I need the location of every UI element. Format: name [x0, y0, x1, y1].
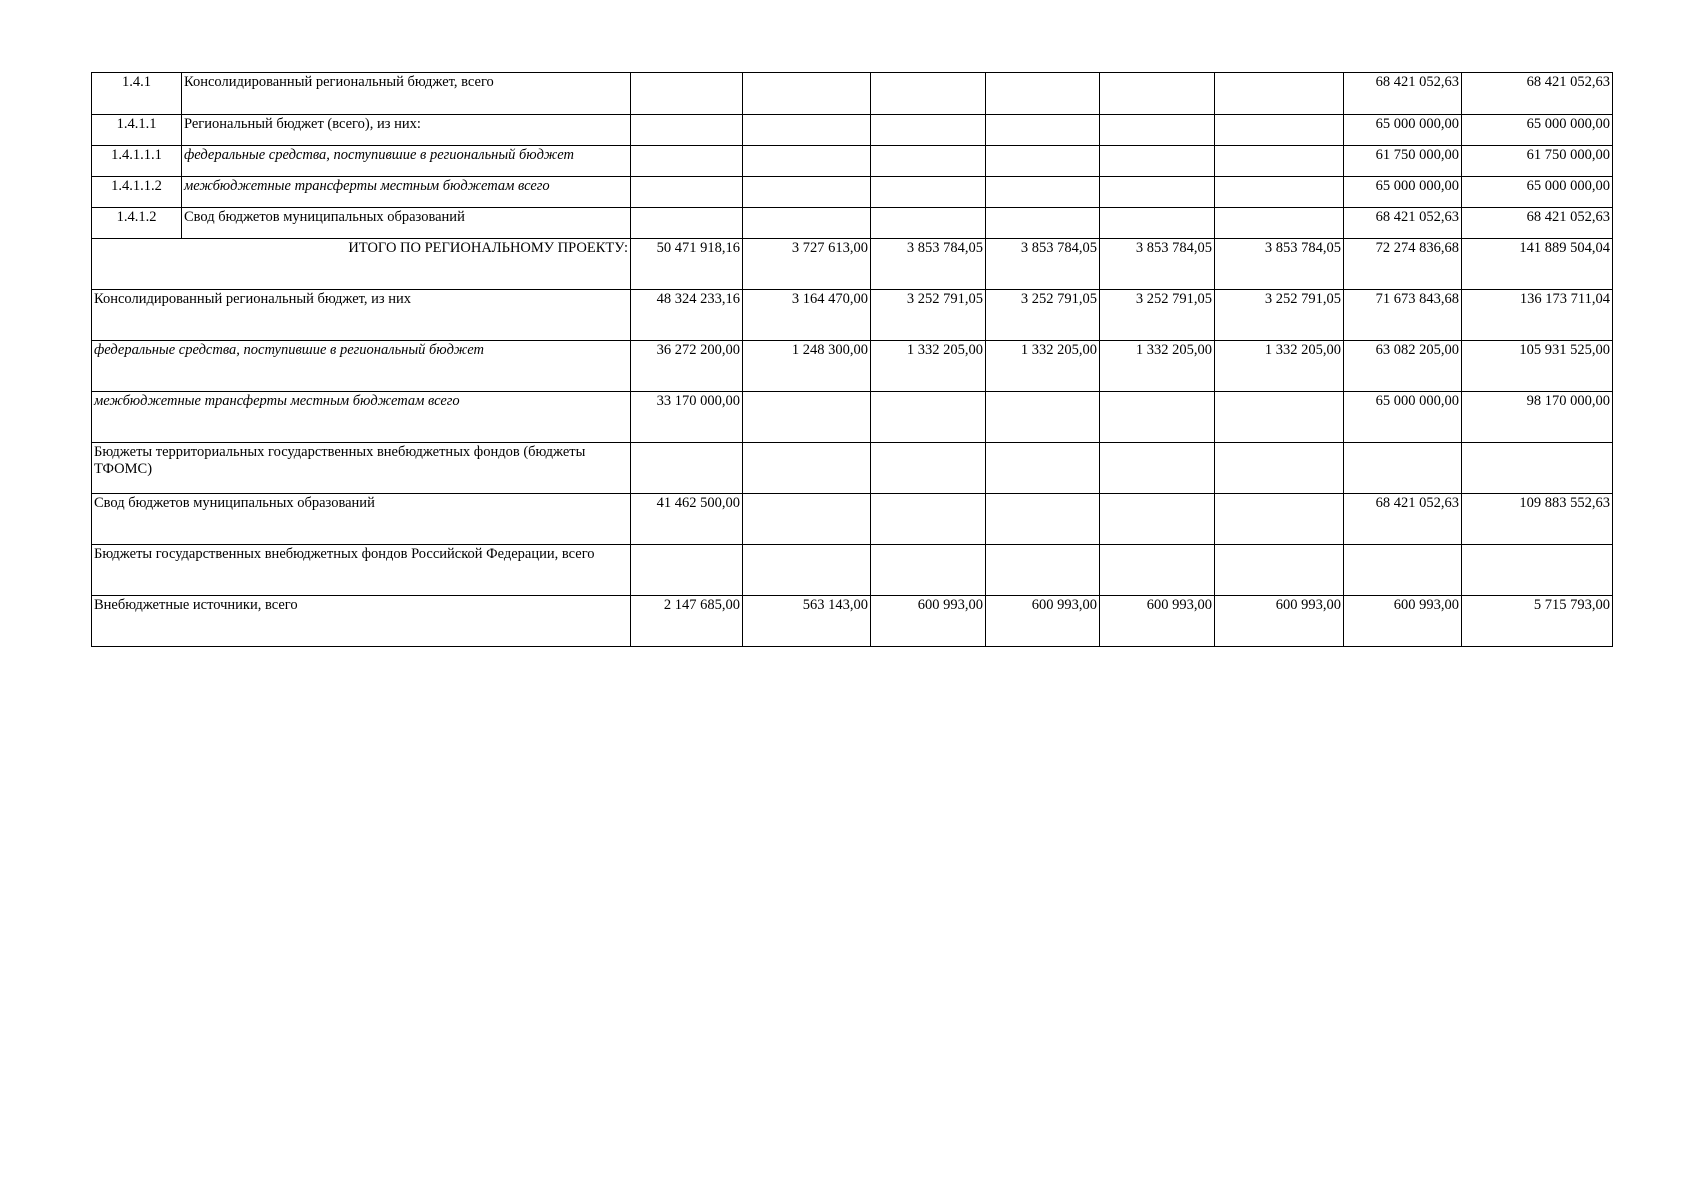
value-cell — [871, 494, 986, 545]
value-cell-text: 1 332 205,00 — [1264, 342, 1341, 358]
value-cell — [1215, 596, 1344, 647]
row-name-text: Бюджеты государственных внебюджетных фондов Российской Федерации, всего — [94, 546, 595, 562]
budget-table-body — [92, 73, 1613, 647]
row-name — [92, 443, 631, 494]
table-row — [92, 443, 1613, 494]
value-cell — [1215, 115, 1344, 146]
total-value-cell — [1100, 239, 1215, 290]
value-cell — [986, 494, 1100, 545]
value-cell — [1344, 596, 1462, 647]
value-cell-text: 600 993,00 — [1393, 597, 1459, 613]
value-cell — [871, 115, 986, 146]
value-cell — [743, 73, 871, 115]
row-code — [92, 208, 182, 239]
row-name — [182, 115, 631, 146]
value-cell-text: 3 252 791,05 — [1264, 291, 1341, 307]
total-value-cell — [1215, 239, 1344, 290]
value-cell — [1344, 146, 1462, 177]
value-cell-text: 563 143,00 — [802, 597, 868, 613]
value-cell — [1100, 596, 1215, 647]
row-name — [92, 290, 631, 341]
value-cell — [631, 596, 743, 647]
value-cell — [986, 208, 1100, 239]
value-cell — [1100, 146, 1215, 177]
total-value-cell-text: 3 853 784,05 — [1135, 240, 1212, 256]
row-name — [92, 392, 631, 443]
row-code-text: 1.4.1.2 — [116, 209, 157, 225]
table-row — [92, 290, 1613, 341]
value-cell-text: 1 332 205,00 — [1020, 342, 1097, 358]
total-label-text: ИТОГО ПО РЕГИОНАЛЬНОМУ ПРОЕКТУ: — [348, 240, 628, 256]
value-cell-text: 105 931 525,00 — [1519, 342, 1610, 358]
value-cell — [1344, 115, 1462, 146]
value-cell — [1344, 290, 1462, 341]
value-cell — [1462, 545, 1613, 596]
value-cell — [743, 208, 871, 239]
table-row — [92, 596, 1613, 647]
value-cell — [871, 392, 986, 443]
value-cell — [1462, 443, 1613, 494]
budget-table — [91, 72, 1613, 647]
value-cell-text: 68 421 052,63 — [1526, 74, 1610, 90]
value-cell — [871, 443, 986, 494]
row-name-text: межбюджетные трансферты местным бюджетам всего — [94, 393, 460, 409]
value-cell-text: 109 883 552,63 — [1519, 495, 1610, 511]
value-cell — [1100, 73, 1215, 115]
value-cell — [1344, 177, 1462, 208]
total-value-cell-text: 3 853 784,05 — [906, 240, 983, 256]
value-cell — [1344, 341, 1462, 392]
value-cell — [743, 596, 871, 647]
value-cell — [1100, 545, 1215, 596]
value-cell — [743, 146, 871, 177]
row-name — [182, 146, 631, 177]
value-cell — [743, 115, 871, 146]
value-cell — [1462, 177, 1613, 208]
value-cell — [986, 596, 1100, 647]
value-cell-text: 5 715 793,00 — [1533, 597, 1610, 613]
value-cell — [631, 443, 743, 494]
row-name — [92, 494, 631, 545]
value-cell — [986, 290, 1100, 341]
value-cell — [871, 73, 986, 115]
value-cell — [1344, 208, 1462, 239]
row-name — [182, 73, 631, 115]
row-name — [92, 596, 631, 647]
value-cell-text: 36 272 200,00 — [656, 342, 740, 358]
value-cell — [1100, 290, 1215, 341]
row-code — [92, 177, 182, 208]
value-cell — [743, 341, 871, 392]
total-value-cell — [631, 239, 743, 290]
total-value-cell — [1344, 239, 1462, 290]
value-cell — [986, 443, 1100, 494]
row-name-text: федеральные средства, поступившие в региональный бюджет — [94, 342, 484, 358]
value-cell — [1215, 545, 1344, 596]
value-cell — [1100, 494, 1215, 545]
row-name-text: Консолидированный региональный бюджет, всего — [184, 74, 494, 90]
row-name — [182, 208, 631, 239]
value-cell-text: 1 248 300,00 — [791, 342, 868, 358]
value-cell — [1215, 290, 1344, 341]
row-name-text: Консолидированный региональный бюджет, из них — [94, 291, 412, 307]
value-cell — [871, 146, 986, 177]
value-cell — [986, 146, 1100, 177]
total-value-cell-text: 50 471 918,16 — [656, 240, 740, 256]
value-cell — [986, 545, 1100, 596]
row-name-text: Внебюджетные источники, всего — [94, 597, 298, 613]
value-cell-text: 1 332 205,00 — [1135, 342, 1212, 358]
value-cell — [871, 341, 986, 392]
row-code-text: 1.4.1.1.1 — [111, 147, 162, 163]
value-cell — [631, 177, 743, 208]
total-value-cell — [986, 239, 1100, 290]
table-row — [92, 73, 1613, 115]
value-cell — [1215, 146, 1344, 177]
value-cell — [1215, 341, 1344, 392]
value-cell-text: 68 421 052,63 — [1526, 209, 1610, 225]
value-cell-text: 600 993,00 — [917, 597, 983, 613]
value-cell — [1215, 392, 1344, 443]
value-cell — [871, 545, 986, 596]
row-code-text: 1.4.1 — [122, 74, 151, 90]
value-cell-text: 65 000 000,00 — [1526, 116, 1610, 132]
value-cell — [1100, 115, 1215, 146]
value-cell — [1344, 443, 1462, 494]
table-row — [92, 341, 1613, 392]
value-cell-text: 48 324 233,16 — [656, 291, 740, 307]
value-cell — [1462, 208, 1613, 239]
row-name-text: межбюджетные трансферты местным бюджетам всего — [184, 178, 550, 194]
value-cell-text: 68 421 052,63 — [1375, 495, 1459, 511]
row-name-text: Свод бюджетов муниципальных образований — [94, 495, 375, 511]
value-cell — [1100, 177, 1215, 208]
value-cell — [631, 494, 743, 545]
value-cell-text: 65 000 000,00 — [1526, 178, 1610, 194]
value-cell-text: 33 170 000,00 — [656, 393, 740, 409]
value-cell — [631, 208, 743, 239]
value-cell-text: 1 332 205,00 — [906, 342, 983, 358]
table-row — [92, 545, 1613, 596]
row-name — [182, 177, 631, 208]
row-name — [92, 341, 631, 392]
row-name — [92, 545, 631, 596]
value-cell — [1462, 341, 1613, 392]
value-cell — [1100, 443, 1215, 494]
value-cell — [1100, 341, 1215, 392]
table-row — [92, 392, 1613, 443]
value-cell-text: 136 173 711,04 — [1519, 291, 1610, 307]
value-cell — [743, 494, 871, 545]
value-cell-text: 63 082 205,00 — [1375, 342, 1459, 358]
value-cell — [986, 341, 1100, 392]
value-cell — [743, 290, 871, 341]
value-cell — [631, 545, 743, 596]
value-cell — [631, 73, 743, 115]
total-value-cell-text: 3 853 784,05 — [1020, 240, 1097, 256]
row-code-text: 1.4.1.1 — [116, 116, 157, 132]
value-cell — [631, 115, 743, 146]
value-cell — [1462, 73, 1613, 115]
row-code-text: 1.4.1.1.2 — [111, 178, 162, 194]
total-value-cell — [1462, 239, 1613, 290]
table-row — [92, 146, 1613, 177]
value-cell — [1462, 392, 1613, 443]
value-cell-text: 65 000 000,00 — [1375, 393, 1459, 409]
value-cell-text: 3 252 791,05 — [906, 291, 983, 307]
total-row — [92, 239, 1613, 290]
value-cell — [986, 73, 1100, 115]
value-cell-text: 3 164 470,00 — [791, 291, 868, 307]
total-value-cell-text: 3 727 613,00 — [791, 240, 868, 256]
total-label — [92, 239, 631, 290]
value-cell — [1344, 73, 1462, 115]
value-cell — [1215, 494, 1344, 545]
value-cell — [743, 392, 871, 443]
value-cell — [986, 392, 1100, 443]
total-value-cell — [743, 239, 871, 290]
value-cell-text: 600 993,00 — [1275, 597, 1341, 613]
value-cell — [871, 290, 986, 341]
value-cell-text: 3 252 791,05 — [1135, 291, 1212, 307]
value-cell — [986, 115, 1100, 146]
value-cell-text: 71 673 843,68 — [1375, 291, 1459, 307]
value-cell-text: 61 750 000,00 — [1375, 147, 1459, 163]
value-cell — [871, 208, 986, 239]
row-code — [92, 146, 182, 177]
value-cell — [986, 177, 1100, 208]
table-row — [92, 115, 1613, 146]
total-value-cell-text: 141 889 504,04 — [1519, 240, 1610, 256]
table-row — [92, 494, 1613, 545]
value-cell — [1462, 146, 1613, 177]
value-cell — [1344, 494, 1462, 545]
value-cell — [871, 596, 986, 647]
value-cell-text: 600 993,00 — [1031, 597, 1097, 613]
value-cell — [1344, 392, 1462, 443]
value-cell — [1100, 392, 1215, 443]
row-name-text: Свод бюджетов муниципальных образований — [184, 209, 465, 225]
value-cell-text: 61 750 000,00 — [1526, 147, 1610, 163]
row-name-text: Бюджеты территориальных государственных внебюджетных фондов (бюджеты ТФОМС) — [94, 444, 586, 477]
value-cell-text: 600 993,00 — [1146, 597, 1212, 613]
value-cell — [743, 545, 871, 596]
value-cell-text: 65 000 000,00 — [1375, 116, 1459, 132]
table-row — [92, 208, 1613, 239]
value-cell-text: 98 170 000,00 — [1526, 393, 1610, 409]
total-value-cell-text: 3 853 784,05 — [1264, 240, 1341, 256]
value-cell-text: 2 147 685,00 — [663, 597, 740, 613]
value-cell — [1100, 208, 1215, 239]
value-cell — [631, 146, 743, 177]
value-cell-text: 41 462 500,00 — [656, 495, 740, 511]
value-cell-text: 68 421 052,63 — [1375, 209, 1459, 225]
row-code — [92, 115, 182, 146]
value-cell — [631, 392, 743, 443]
value-cell — [743, 177, 871, 208]
value-cell — [1215, 73, 1344, 115]
value-cell-text: 3 252 791,05 — [1020, 291, 1097, 307]
value-cell — [1215, 443, 1344, 494]
row-code — [92, 73, 182, 115]
total-value-cell-text: 72 274 836,68 — [1375, 240, 1459, 256]
value-cell-text: 68 421 052,63 — [1375, 74, 1459, 90]
value-cell — [1462, 290, 1613, 341]
value-cell — [631, 341, 743, 392]
value-cell-text: 65 000 000,00 — [1375, 178, 1459, 194]
value-cell — [1344, 545, 1462, 596]
table-row — [92, 177, 1613, 208]
value-cell — [1215, 208, 1344, 239]
value-cell — [631, 290, 743, 341]
total-value-cell — [871, 239, 986, 290]
value-cell — [1462, 596, 1613, 647]
row-name-text: Региональный бюджет (всего), из них: — [184, 116, 421, 132]
row-name-text: федеральные средства, поступившие в региональный бюджет — [184, 147, 574, 163]
value-cell — [1462, 115, 1613, 146]
value-cell — [1462, 494, 1613, 545]
value-cell — [871, 177, 986, 208]
value-cell — [1215, 177, 1344, 208]
value-cell — [743, 443, 871, 494]
